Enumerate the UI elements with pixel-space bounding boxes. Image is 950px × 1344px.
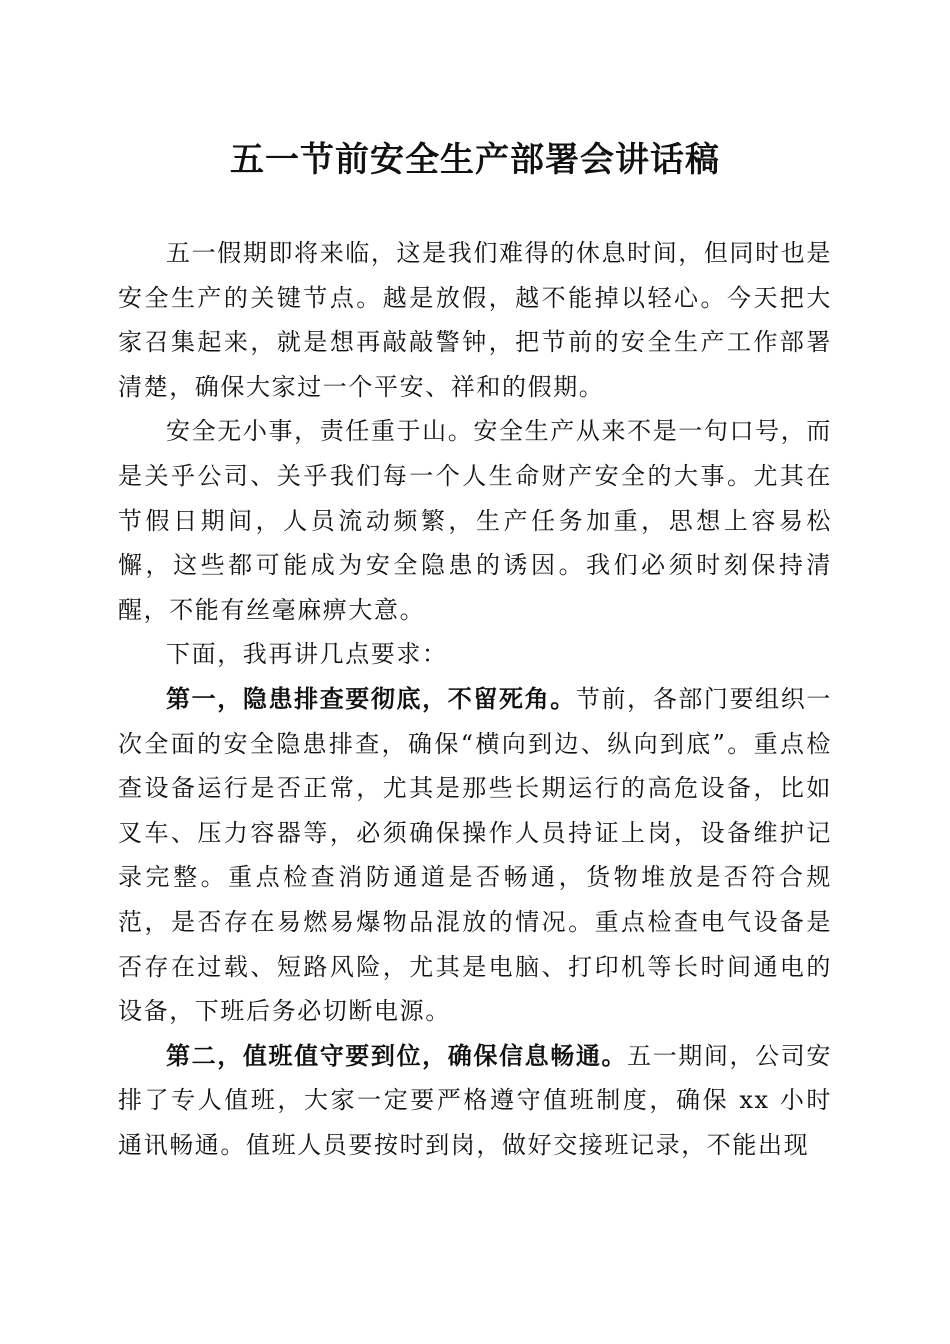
paragraph-requirements-intro	[118, 632, 832, 677]
paragraph-requirement-one	[118, 677, 832, 1034]
paragraph-lead-heading: 第一，隐患排查要彻底，不留死角。	[166, 684, 576, 713]
paragraph-text: 五一期间，公司安排了专人值班，大家一定要严格遵守值班制度，确保 xx 小时通讯畅通。值班人员要按时到岗，做好交接班记录，不能出现	[118, 1041, 832, 1159]
paragraph-safety-importance	[118, 409, 832, 632]
document-title: 五一节前安全生产部署会讲话稿	[230, 140, 720, 180]
paragraph-intro	[118, 231, 832, 409]
paragraph-text: 安全无小事，责任重于山。安全生产从来不是一句口号，而是关乎公司、关乎我们每一个人生命财产安全的大事。尤其在节假日期间，人员流动频繁，生产任务加重，思想上容易松懈，这些都可能成为安全隐患的诱因。我们必须时刻保持清醒，不能有丝毫麻痹大意。	[118, 417, 832, 624]
document-body	[118, 231, 832, 1167]
paragraph-text: 五一假期即将来临，这是我们难得的休息时间，但同时也是安全生产的关键节点。越是放假，越不能掉以轻心。今天把大家召集起来，就是想再敲敲警钟，把节前的安全生产工作部署清楚，确保大家过一个平安、祥和的假期。	[118, 239, 832, 401]
paragraph-requirement-two	[118, 1034, 832, 1168]
paragraph-text: 节前，各部门要组织一次全面的安全隐患排查，确保“横向到边、纵向到底”。重点检查设备运行是否正常，尤其是那些长期运行的高危设备，比如叉车、压力容器等，必须确保操作人员持证上岗，设备维护记录完整。重点检查消防通道是否畅通，货物堆放是否符合规范，是否存在易燃易爆物品混放的情况。重点检查电气设备是否存在过载、短路风险，尤其是电脑、打印机等长时间通电的设备，下班后务必切断电源。	[118, 684, 832, 1026]
paragraph-lead-heading: 第二，值班值守要到位，确保信息畅通。	[166, 1041, 628, 1070]
paragraph-text: 下面，我再讲几点要求：	[166, 640, 448, 669]
